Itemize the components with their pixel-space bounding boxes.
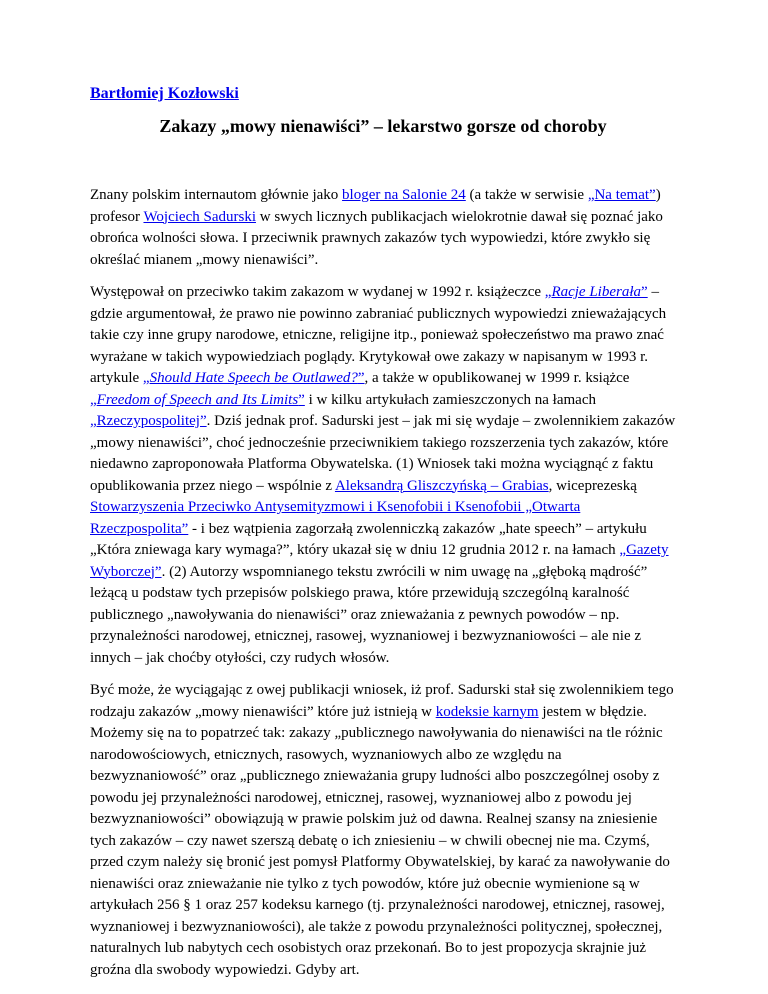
p2-text-1: Występował on przeciwko takim zakazom w wydanej w 1992 r. książeczce bbox=[90, 284, 545, 300]
link-racje-liberala[interactable] bbox=[545, 284, 648, 300]
link-otwarta-rzeczpospolita[interactable]: Stowarzyszenia Przeciwko Antysemityzmowi i Ksenofobii i Ksenofobii „Otwarta Rzeczpospolita” bbox=[90, 499, 581, 537]
p1-text-4: w swych licznych publikacjach wielokrotnie dawał się poznać jako obrońca wolności słowa. I przeciwnik prawnych zakazów tych wypowiedzi, które zwykło się określać mianem „mowy nienawiści”. bbox=[90, 208, 663, 268]
p3-text-2: jestem w błędzie. Możemy się na to popatrzeć tak: zakazy „publicznego nawoływania do nienawiści na tle różnic narodowościowych, etnicznych, rasowych, wyznaniowych albo ze względu na bezwyznaniowość” oraz „publicznego znieważania grupy ludności albo poszczególnej osoby z powodu jej przynależności narodowej, etnicznej, rasowej, wyznaniowej albo z powodu jej bezwyznaniowości” obowiązują w prawie polskim już od dawna. Realnej szansy na zniesienie tych zakazów – czy nawet szerszą debatę o ich zniesieniu – w chwili obecnej nie ma. Czymś, przed czym należy się bronić jest pomysł Platformy Obywatelskiej, by karać za nawoływanie do nienawiści oraz znieważanie nie tylko z tych powodów, które już obecnie wymienione są w artykułach 256 § 1 oraz 257 kodeksu karnego (tj. przynależności narodowej, etnicznej, rasowej, wyznaniowej i bezwyznaniowości), ale także z powodu przynależności politycznej, społecznej, naturalnych lub nabytych cech osobistych oraz przekonań. Bo to jest propozycja skrajnie już groźna dla swobody wypowiedzi. Gdyby art. bbox=[90, 703, 670, 978]
link-kodeks-karny[interactable]: kodeksie karnym bbox=[435, 703, 539, 720]
paragraph-2 bbox=[90, 282, 676, 669]
p2-link-3-close: ” bbox=[298, 391, 305, 408]
p2-link-1-close: ” bbox=[641, 284, 648, 300]
p1-text-2: (a także w serwisie bbox=[465, 187, 588, 203]
link-bloger-salon24[interactable]: bloger na Salonie 24 bbox=[342, 187, 466, 203]
link-rzeczypospolitej[interactable]: „Rzeczypospolitej” bbox=[90, 413, 207, 429]
p2-link-3-title: Freedom of Speech and Its Limits bbox=[96, 391, 299, 408]
paragraph-1 bbox=[90, 185, 676, 271]
link-wojciech-sadurski[interactable]: Wojciech Sadurski bbox=[143, 208, 256, 225]
p2-text-4: i w kilku artykułach zamieszczonych na łamach bbox=[304, 391, 596, 408]
p1-text-1: Znany polskim internautom głównie jako bbox=[90, 187, 343, 203]
p2-text-3: , a także w opublikowanej w 1999 r. książce bbox=[364, 370, 630, 386]
p2-link-1-open: „ bbox=[544, 284, 552, 300]
p2-text-5: . Dziś jednak prof. Sadurski jest – jak mi się wydaje – zwolennikiem zakazów „mowy nienawiści”, choć jednocześnie przeciwnikiem takiego rozszerzenia tych zakazów, które niedawno zaproponowała Platforma Obywatelska. (1) Wniosek taki można wyciągnąć z faktu opublikowania przez niego – wspólnie z bbox=[90, 413, 676, 494]
p2-link-2-open: „ bbox=[142, 370, 150, 386]
document-page bbox=[90, 82, 676, 981]
author-line bbox=[90, 82, 676, 106]
link-aleksandra-gliszczynska[interactable]: Aleksandrą Gliszczyńską – Grabias bbox=[334, 477, 549, 494]
p2-link-2-close: ” bbox=[357, 370, 365, 386]
paragraph-3 bbox=[90, 680, 676, 981]
link-freedom-of-speech[interactable] bbox=[90, 392, 305, 408]
p2-text-7: - i bez wątpienia zagorzałą zwolenniczką zakazów „hate speech” – artykułu „Która zniewaga kary wymaga?”, który ukazał się w dniu 12 grudnia 2012 r. na łamach bbox=[90, 520, 647, 558]
p1-text-3: ) profesor bbox=[90, 187, 661, 225]
p2-link-3-open: „ bbox=[90, 391, 97, 408]
article-title: Zakazy „mowy nienawiści” – lekarstwo gorsze od choroby bbox=[159, 116, 607, 136]
p2-text-8: . (2) Autorzy wspomnianego tekstu zwrócili w nim uwagę na „głęboką mądrość” leżącą u podstaw tych przepisów polskiego prawa, które przewidują szczególną karalność publicznego „nawoływania do nienawiści” oraz znieważania z pewnych powodów – np. przynależności narodowej, etnicznej, rasowej, wyznaniowej i bezwyznaniowości – ale nie z innych – jak choćby otyłości, czy rudych włosów. bbox=[90, 563, 648, 666]
link-na-temat[interactable]: „Na temat” bbox=[587, 187, 656, 203]
p2-link-1-title: Racje Liberała bbox=[551, 284, 642, 300]
p2-link-2-title: Should Hate Speech be Outlawed? bbox=[149, 370, 358, 386]
p2-text-2: – gdzie argumentował, że prawo nie powinno zabraniać publicznych wypowiedzi znieważających takie czy inne grupy narodowe, etniczne, religijne itp., ponieważ społeczeństwo ma prawo znać wyrażane w takich wypowiedziach poglądy. Krytykował owe zakazy w napisanym w 1993 r. artykule bbox=[90, 284, 667, 386]
author-link[interactable]: Bartłomiej Kozłowski bbox=[90, 85, 239, 102]
link-should-hate-speech[interactable] bbox=[143, 370, 365, 386]
link-gazety-wyborczej[interactable]: „Gazety Wyborczej” bbox=[90, 542, 669, 580]
p2-text-6: , wiceprezeską bbox=[548, 477, 637, 494]
p3-text-1: Być może, że wyciągając z owej publikacji wniosek, iż prof. Sadurski stał się zwolennikiem tego rodzaju zakazów „mowy nienawiści” które już istnieją w bbox=[90, 682, 674, 720]
